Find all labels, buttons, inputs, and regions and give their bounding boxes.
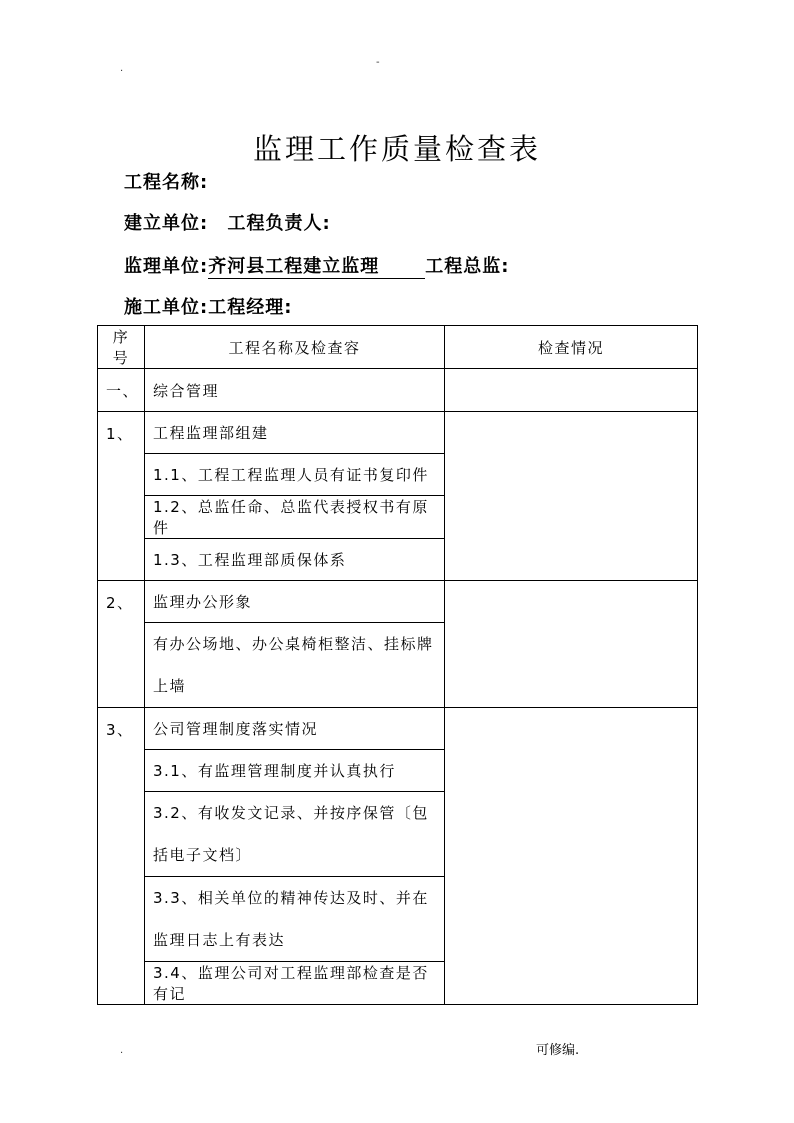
row-item: 1.1、工程工程监理人员有证书复印件 [145, 454, 445, 496]
field-builder-unit [124, 293, 292, 319]
row-seq: 3、 [98, 708, 145, 1005]
header-item: 工程名称及检查容 [145, 326, 445, 369]
row-item: 1.3、工程监理部质保体系 [145, 539, 445, 581]
row-item: 3.3、相关单位的精神传达及时、并在监理日志上有表达 [145, 877, 445, 962]
field-construction-unit [124, 209, 331, 235]
table-row [98, 412, 698, 454]
field-label: 监理单位: [124, 256, 209, 277]
row-item: 3.2、有收发文记录、并按序保管〔包括电子文档〕 [145, 792, 445, 877]
table-row [98, 581, 698, 623]
corner-dot-top: . [120, 63, 124, 74]
row-item: 工程监理部组建 [145, 412, 445, 454]
field-value: 齐河县工程建立监理 [208, 252, 425, 279]
row-item: 1.2、总监任命、总监代表授权书有原件 [145, 496, 445, 539]
row-seq: 1、 [98, 412, 145, 581]
table-header-row [98, 326, 698, 369]
status-cell [445, 581, 698, 708]
field-label: 施工单位: [124, 297, 209, 318]
corner-dot-bottom: . [120, 1045, 124, 1056]
field-label: 工程总监: [425, 256, 510, 277]
header-status: 检查情况 [445, 326, 698, 369]
row-item: 综合管理 [145, 369, 445, 412]
row-item: 3.4、监理公司对工程监理部检查是否有记 [145, 962, 445, 1005]
table-row [98, 369, 698, 412]
header-dash: - [376, 57, 380, 68]
row-seq: 一、 [98, 369, 145, 412]
footer-editable-note: 可修编. [536, 1043, 580, 1058]
field-label: 工程经理: [208, 297, 293, 318]
page-title: 监理工作质量检查表 [252, 132, 541, 167]
status-cell [445, 412, 698, 581]
status-cell [445, 708, 698, 1005]
row-item: 有办公场地、办公桌椅柜整洁、挂标牌上墙 [145, 623, 445, 708]
row-item: 监理办公形象 [145, 581, 445, 623]
field-label: 工程负责人: [227, 213, 331, 234]
row-item: 3.1、有监理管理制度并认真执行 [145, 750, 445, 792]
status-cell [445, 369, 698, 412]
inspection-table [97, 325, 698, 1005]
row-item: 公司管理制度落实情况 [145, 708, 445, 750]
field-project-name [124, 168, 208, 194]
field-label: 建立单位: [124, 213, 209, 234]
field-label: 工程名称: [124, 172, 209, 193]
row-seq: 2、 [98, 581, 145, 708]
header-seq: 序号 [98, 326, 145, 369]
table-row [98, 708, 698, 750]
field-supervision-unit [124, 252, 509, 279]
